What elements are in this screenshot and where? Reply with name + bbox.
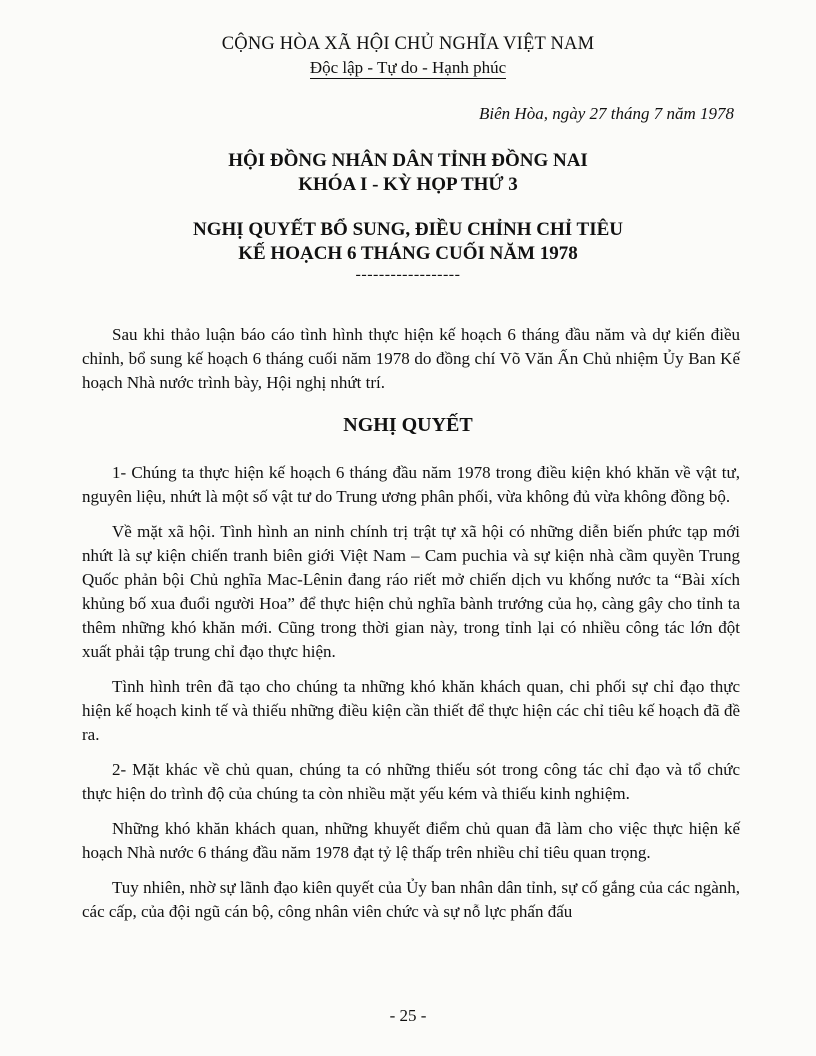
paragraph-4: 2- Mặt khác về chủ quan, chúng ta có những thiếu sót trong công tác chỉ đạo và tổ chức thực hiện do trình độ của chúng ta còn nhiều mặt yếu kém và thiếu kinh nghiệm. [82, 760, 740, 803]
national-title: CỘNG HÒA XÃ HỘI CHỦ NGHĨA VIỆT NAM [221, 34, 595, 54]
paragraph-2: Về mặt xã hội. Tình hình an ninh chính trị trật tự xã hội có những diễn biến phức tạp mới nhứt là sự kiện chiến tranh biên giới Việt Nam – Cam puchia và sự kiện nhà cầm quyền Trung Quốc phản bội Chủ nghĩa Mac-Lênin đang ráo riết mở chiến dịch vu khống nước ta “Bài xích khủng bố xua đuổi người Hoa” để thực hiện chủ nghĩa bành trướng của họ, càng gây cho tỉnh ta thêm những khó khăn mới. Cũng trong thời gian này, trong tỉnh lại có nhiều công tác lớn đột xuất phải tập trung chỉ đạo thực hiện. [82, 522, 740, 661]
paragraph-5: Những khó khăn khách quan, những khuyết điểm chủ quan đã làm cho việc thực hiện kế hoạch Nhà nước 6 tháng đầu năm 1978 đạt tỷ lệ thấp trên nhiều chỉ tiêu quan trọng. [82, 819, 740, 862]
resolution-title-line-1: NGHỊ QUYẾT BỔ SUNG, ĐIỀU CHỈNH CHỈ TIÊU [192, 219, 624, 240]
intro-paragraph [82, 323, 740, 395]
paragraph-3: Tình hình trên đã tạo cho chúng ta những khó khăn khách quan, chi phối sự chỉ đạo thực hiện kế hoạch kinh tế và thiếu những điều kiện cần thiết để thực hiện các chỉ tiêu kế hoạch đã đề ra. [82, 677, 740, 744]
resolution-title-line-2: KẾ HOẠCH 6 THÁNG CUỐI NĂM 1978 [238, 243, 578, 264]
national-motto [0, 58, 816, 78]
paragraph-6: Tuy nhiên, nhờ sự lãnh đạo kiên quyết của Ủy ban nhân dân tỉnh, sự cố gắng của các ngành, các cấp, của đội ngũ cán bộ, công nhân viên chức và sự nỗ lực phấn đấu [82, 878, 740, 921]
paragraph-1: 1- Chúng ta thực hiện kế hoạch 6 tháng đầu năm 1978 trong điều kiện khó khăn về vật tư, nguyên liệu, nhứt là một số vật tư do Trung ương phân phối, vừa không đủ vừa không đồng bộ. [82, 463, 740, 506]
motto-text: Độc lập - Tự do - Hạnh phúc [309, 58, 507, 77]
intro-text: Sau khi thảo luận báo cáo tình hình thực hiện kế hoạch 6 tháng đầu năm và dự kiến điều chỉnh, bổ sung kế hoạch 6 tháng cuối năm 1978 do đồng chí Võ Văn Ấn Chủ nhiệm Ủy Ban Kế hoạch Nhà nước trình bày, Hội nghị nhứt trí. [82, 325, 740, 392]
page-number: - 25 - [389, 1006, 427, 1025]
session-name: KHÓA I - KỲ HỌP THỨ 3 [298, 174, 518, 195]
resolution-body [82, 461, 740, 935]
title-separator: ------------------ [355, 266, 461, 283]
section-heading: NGHỊ QUYẾT [343, 414, 473, 436]
dateline: Biên Hòa, ngày 27 tháng 7 năm 1978 [479, 104, 734, 123]
council-name: HỘI ĐỒNG NHÂN DÂN TỈNH ĐỒNG NAI [228, 150, 588, 171]
